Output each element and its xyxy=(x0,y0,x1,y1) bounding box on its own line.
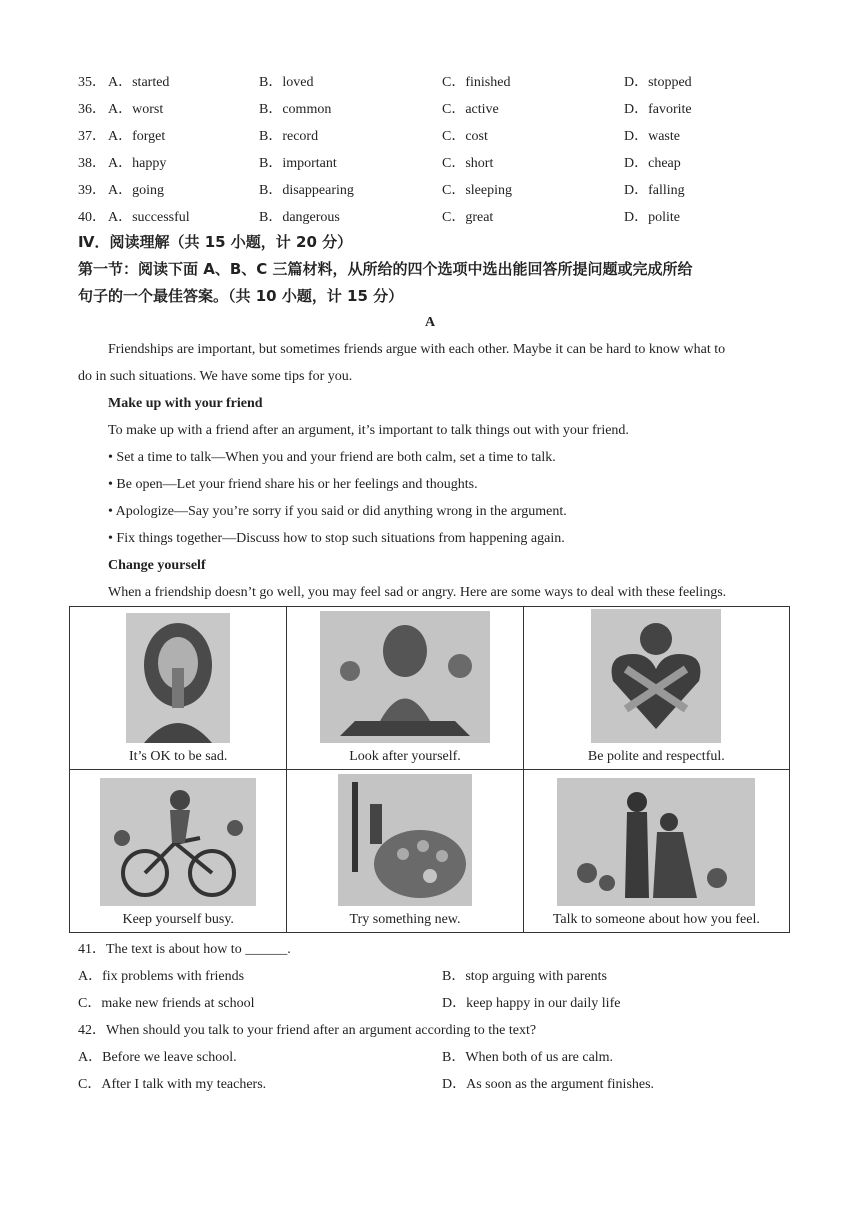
paint-palette-illustration xyxy=(338,774,472,906)
option-c: C．short xyxy=(442,156,494,171)
option-b: B．dangerous xyxy=(259,210,340,225)
question-42-option-a: A．Before we leave school. xyxy=(78,1050,237,1065)
question-41-option-a: A．fix problems with friends xyxy=(78,969,245,984)
option-b: B．loved xyxy=(259,75,314,90)
question-42-option-b: B．When both of us are calm. xyxy=(442,1050,614,1065)
question-41-stem: 41．The text is about how to ______. xyxy=(78,942,291,957)
bicycle-illustration xyxy=(100,778,256,906)
option-d: D．stopped xyxy=(624,75,692,90)
option-c: C．cost xyxy=(442,129,488,144)
option-d: D．favorite xyxy=(624,102,692,117)
option-c: C．sleeping xyxy=(442,183,512,198)
subheading-make-up: Make up with your friend xyxy=(108,396,263,411)
caption: Look after yourself. xyxy=(349,749,461,764)
question-42-stem: 42．When should you talk to your friend after an argument according to the text? xyxy=(78,1023,537,1038)
talking-friends-illustration xyxy=(557,778,755,906)
illustration-cell xyxy=(523,607,789,770)
option-row-39 xyxy=(78,179,798,201)
caption: Be polite and respectful. xyxy=(587,749,725,764)
option-b: B．disappearing xyxy=(259,183,354,198)
question-41-option-c: C．make new friends at school xyxy=(78,996,255,1011)
section-instruction-line2: 句子的一个最佳答案。（共 10 小题，计 15 分） xyxy=(78,287,404,305)
option-a: A．started xyxy=(108,75,170,90)
change-yourself-text: When a friendship doesn’t go well, you may feel sad or angry. Here are some ways to deal with these feelings. xyxy=(108,585,727,600)
question-number: 39． xyxy=(78,183,106,198)
option-d: D．falling xyxy=(624,183,685,198)
option-d: D．cheap xyxy=(624,156,681,171)
tip-bullet: • Fix things together—Discuss how to stop such situations from happening again. xyxy=(108,531,565,546)
option-c: C．great xyxy=(442,210,494,225)
passage-intro-line1: Friendships are important, but sometimes friends argue with each other. Maybe it can be hard to know what to xyxy=(108,342,726,357)
question-42-option-d: D．As soon as the argument finishes. xyxy=(442,1077,655,1092)
question-number: 37． xyxy=(78,129,106,144)
illustration-cell xyxy=(287,607,523,770)
subheading-change-yourself: Change yourself xyxy=(108,558,206,573)
caption: It’s OK to be sad. xyxy=(128,749,228,764)
tip-bullet: • Apologize—Say you’re sorry if you said or did anything wrong in the argument. xyxy=(108,504,567,519)
question-41-option-b: B．stop arguing with parents xyxy=(442,969,608,984)
option-row-38 xyxy=(78,152,798,174)
passage-label: A xyxy=(425,315,436,330)
illustration-table xyxy=(69,606,790,933)
option-row-35 xyxy=(78,71,798,93)
sad-girl-illustration xyxy=(126,613,230,743)
illustration-cell xyxy=(287,770,523,933)
caption: Try something new. xyxy=(349,912,461,927)
option-a: A．happy xyxy=(108,156,167,171)
option-c: C．active xyxy=(442,102,499,117)
caption: Talk to someone about how you feel. xyxy=(552,912,760,927)
option-b: B．important xyxy=(259,156,337,171)
option-b: B．record xyxy=(259,129,319,144)
illustration-cell xyxy=(70,770,287,933)
question-number: 40． xyxy=(78,210,106,225)
option-d: D．polite xyxy=(624,210,680,225)
option-row-37 xyxy=(78,125,798,147)
option-a: A．going xyxy=(108,183,164,198)
tip-bullet: • Be open—Let your friend share his or her feelings and thoughts. xyxy=(108,477,478,492)
option-a: A．worst xyxy=(108,102,164,117)
question-41-option-d: D．keep happy in our daily life xyxy=(442,996,621,1011)
caption: Keep yourself busy. xyxy=(122,912,234,927)
question-number: 36． xyxy=(78,102,106,117)
section-instruction-line1: 第一节：阅读下面 A、B、C 三篇材料，从所给的四个选项中选出能回答所提问题或完成所给 xyxy=(78,260,693,278)
heart-hug-illustration xyxy=(591,609,721,743)
option-c: C．finished xyxy=(442,75,511,90)
option-a: A．successful xyxy=(108,210,190,225)
question-number: 38． xyxy=(78,156,106,171)
passage-intro-line2: do in such situations. We have some tips for you. xyxy=(78,369,353,384)
section-heading: Ⅳ．阅读理解（共 15 小题，计 20 分） xyxy=(78,233,353,251)
tip-bullet: • Set a time to talk—When you and your friend are both calm, set a time to talk. xyxy=(108,450,556,465)
illustration-cell xyxy=(70,607,287,770)
question-number: 35． xyxy=(78,75,106,90)
option-a: A．forget xyxy=(108,129,166,144)
option-b: B．common xyxy=(259,102,332,117)
meditating-girl-illustration xyxy=(320,611,490,743)
option-row-36 xyxy=(78,98,798,120)
option-row-40 xyxy=(78,206,798,228)
make-up-text: To make up with a friend after an argument, it’s important to talk things out with your friend. xyxy=(108,423,629,438)
question-42-option-c: C．After I talk with my teachers. xyxy=(78,1077,267,1092)
illustration-cell xyxy=(523,770,789,933)
option-d: D．waste xyxy=(624,129,680,144)
